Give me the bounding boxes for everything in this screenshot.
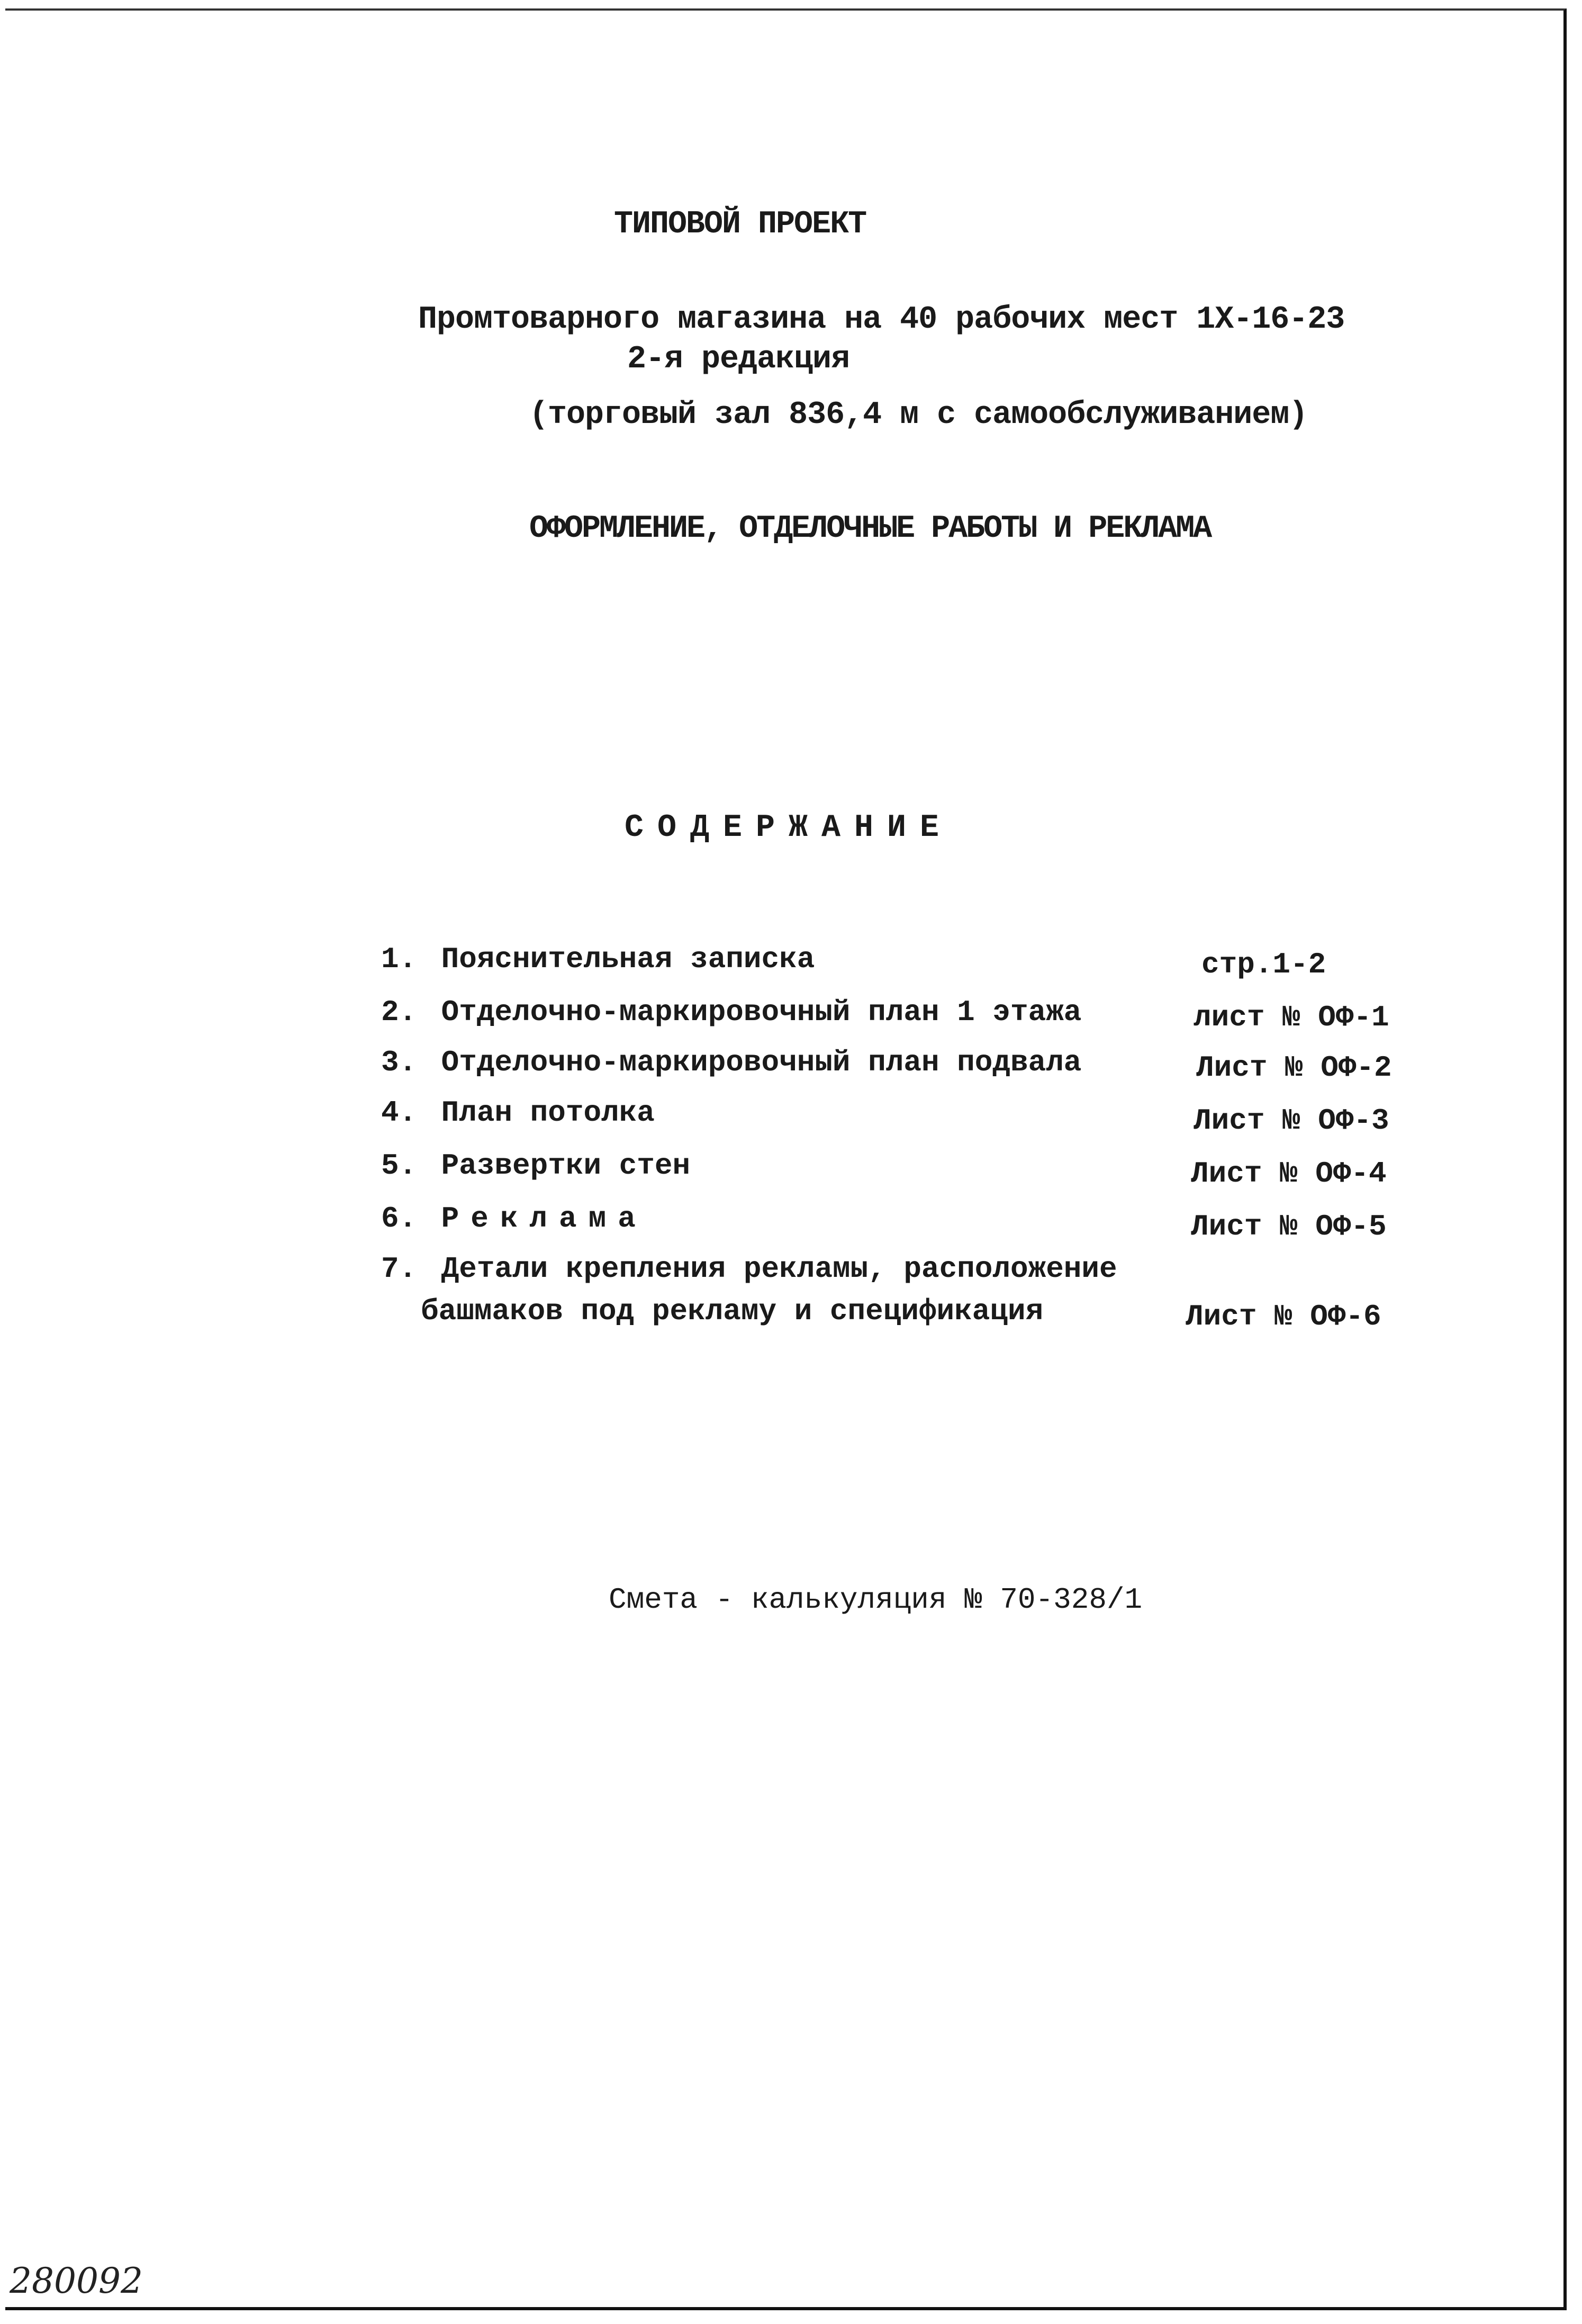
project-label: ТИПОВОЙ ПРОЕКТ — [614, 206, 866, 242]
contents-item-text-row — [381, 942, 815, 976]
contents-item-sheet-ref: стр.1-2 — [1201, 948, 1326, 981]
contents-item-sheet-ref: Лист № ОФ-2 — [1196, 1051, 1392, 1085]
title-line-2: 2-я редакция — [627, 341, 850, 377]
contents-item-number: 3. — [381, 1046, 417, 1079]
contents-item-text-row — [381, 1252, 1117, 1286]
contents-item-text-row — [381, 1149, 690, 1183]
contents-item-sheet-ref: Лист № ОФ-5 — [1191, 1210, 1387, 1244]
contents-item-number: 4. — [381, 1096, 417, 1130]
contents-item-text-row — [381, 1046, 1081, 1079]
contents-item-title: Развертки стен — [441, 1149, 691, 1183]
title-line-3: (торговый зал 836,4 м с самообслуживанием) — [529, 397, 1308, 433]
contents-item-title: Детали крепления рекламы, расположение — [441, 1252, 1117, 1286]
contents-item-title: Пояснительная записка — [441, 942, 815, 976]
contents-item-sheet-ref: Лист № ОФ-6 — [1186, 1300, 1381, 1334]
contents-item-number: 6. — [381, 1202, 417, 1236]
contents-heading: СОДЕРЖАНИЕ — [625, 810, 953, 846]
contents-item-title: Реклама — [441, 1202, 647, 1236]
contents-item-text-row — [381, 995, 1081, 1029]
handwritten-inventory-number: 280092 — [10, 2260, 143, 2301]
contents-item-sheet-ref: Лист № ОФ-3 — [1194, 1104, 1389, 1138]
contents-item-text-row — [381, 1202, 647, 1236]
estimate-reference: Смета - калькуляция № 70-328/1 — [609, 1583, 1143, 1617]
title-line-1: Промтоварного магазина на 40 рабочих мест 1Х-16-23 — [418, 302, 1345, 338]
contents-item-title: Отделочно-маркировочный план подвала — [441, 1046, 1082, 1079]
contents-item-number: 2. — [381, 995, 417, 1029]
contents-item-number: 5. — [381, 1149, 417, 1183]
contents-item-sheet-ref: Лист № ОФ-4 — [1191, 1157, 1387, 1191]
contents-item-text-row-continued — [421, 1294, 1043, 1328]
contents-item-title-continued: башмаков под рекламу и спецификация — [421, 1294, 1044, 1328]
contents-item-title: План потолка — [441, 1096, 655, 1130]
contents-item-title: Отделочно-маркировочный план 1 этажа — [441, 995, 1082, 1029]
contents-item-number: 7. — [381, 1252, 417, 1286]
section-title: ОФОРМЛЕНИЕ, ОТДЕЛОЧНЫЕ РАБОТЫ И РЕКЛАМА — [529, 511, 1211, 547]
contents-item-text-row — [381, 1096, 655, 1130]
contents-item-number: 1. — [381, 942, 417, 976]
contents-item-sheet-ref: лист № ОФ-1 — [1194, 1001, 1389, 1034]
